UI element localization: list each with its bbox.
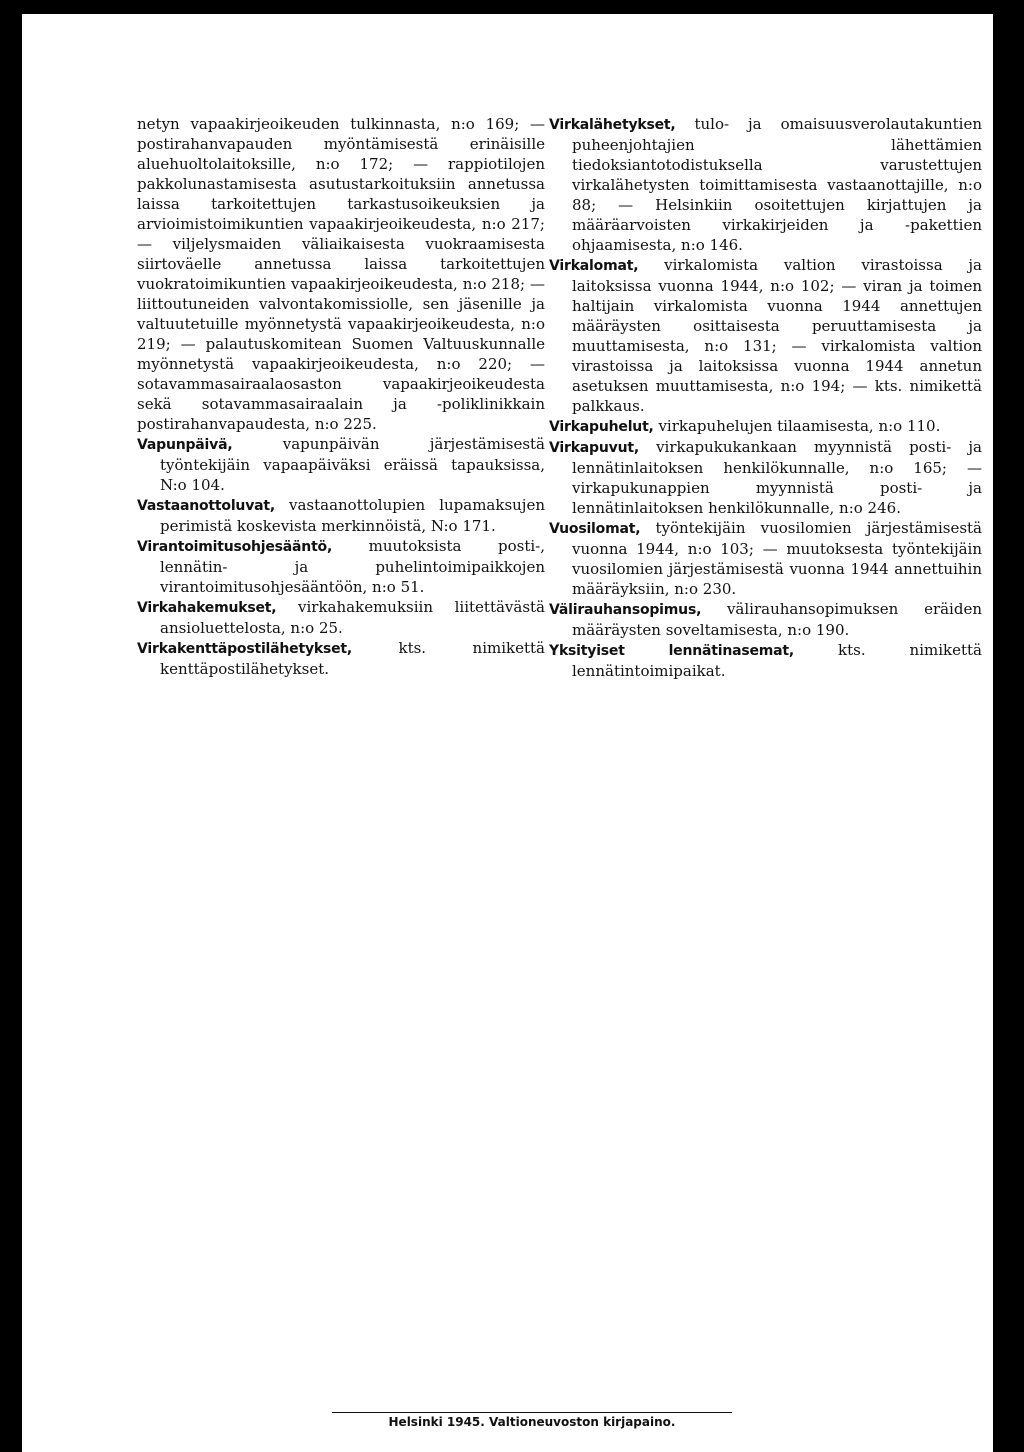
index-entry-valirauhansopimus [549, 599, 982, 640]
entry-term: Virkalähetykset, [549, 117, 676, 133]
entry-text: tulo- ja omaisuusverolautakuntien puheenjohtajien lähettämien tiedoksiantotodistuksella varustettujen virkalähetysten toimittamisesta vastaanottajille, n:o 88; — Helsinkiin osoitettujen kirjattujen ja määräarvoisten virkakirjeiden ja -pakettien ohjaamisesta, n:o 146. [572, 115, 982, 254]
entry-term: Vuosilomat, [549, 521, 641, 537]
entry-text: vastaanottolupien lupamaksujen perimistä koskevista merkinnöistä, N:o 171. [160, 496, 545, 535]
entry-text: kts. nimikettä kenttäpostilähetykset. [160, 639, 545, 678]
entry-term: Yksityiset lennätinasemat, [549, 643, 795, 659]
continued-entry: netyn vapaakirjeoikeuden tulkinnasta, n:o 169; — postirahanvapauden myöntämisestä erinäisille aluehuoltolaitoksille, n:o 172; — rappiotilojen pakkolunastamisesta asutustarkoituksiin annetussa laissa tarkoitettujen tarkastusoikeuksien ja arvioimistoimikuntien vapaakirjeoikeudesta, n:o 217; — viljelysmaiden väliaikaisesta vuokraamisesta siirtoväelle annetussa laissa tarkoitettujen vuokratoimikuntien vapaakirjeoikeudesta, n:o 218; — liittoutuneiden valvontakomissiolle, sen jäsenille ja valtuutetuille myönnetystä vapaakirjeoikeudesta, n:o 219; — palautuskomitean Suomen Valtuuskunnalle myönnetystä vapaakirjeoikeudesta, n:o 220; — sotavammasairaalaosaston vapaakirjeoikeudesta sekä sotavammasairaalain ja -poliklinikkain postirahanvapaudesta, n:o 225. [137, 115, 545, 433]
entry-term: Virkapuhelut, [549, 419, 654, 435]
index-entry-virkakenttapostilahetykset [137, 638, 545, 679]
left-column [137, 114, 545, 679]
index-entry-virkalomat [549, 255, 982, 416]
entry-term: Vastaanottoluvat, [137, 498, 275, 514]
entry-text: virkalomista valtion virastoissa ja laitoksissa vuonna 1944, n:o 102; — viran ja toimen haltijain virkalomista vuonna 1944 annettujen määräysten osittaisesta peruuttamisesta ja muuttamisesta, n:o 131; — virkalomista valtion virastoissa ja laitoksissa vuonna 1944 annetun asetuksen muuttamisesta, n:o 194; — kts. nimikettä palkkaus. [572, 256, 982, 415]
entry-text: virkapukukankaan myynnistä posti- ja lennätinlaitoksen henkilökunnalle, n:o 165; — virkapukunappien myynnistä posti- ja lennätinlaitoksen henkilökunnalle, n:o 246. [572, 438, 982, 517]
index-entry-virkahakemukset [137, 597, 545, 638]
entry-text: virkahakemuksiin liitettävästä ansioluettelosta, n:o 25. [160, 598, 545, 637]
entry-term: Virkalomat, [549, 258, 639, 274]
index-entry-virantoimitusohjesaanto [137, 536, 545, 597]
index-entry-vapunpaiva [137, 434, 545, 495]
entry-text: vapunpäivän järjestämisestä työntekijäin vapaapäiväksi eräissä tapauksissa, N:o 104. [160, 435, 545, 494]
index-entry-vuosilomat [549, 518, 982, 599]
entry-term: Virantoimitusohjesääntö, [137, 539, 333, 555]
index-entry-yksityiset-lennatinasemat [549, 640, 982, 681]
entry-term: Välirauhansopimus, [549, 602, 702, 618]
printer-imprint: Helsinki 1945. Valtioneuvoston kirjapaino. [332, 1412, 732, 1429]
right-column [549, 114, 982, 681]
index-entry-virkapuhelut [549, 416, 982, 437]
entry-text: virkapuhelujen tilaamisesta, n:o 110. [653, 417, 941, 435]
entry-term: Vapunpäivä, [137, 437, 233, 453]
entry-text: työntekijäin vuosilomien järjestämisestä vuonna 1944, n:o 103; — muutoksesta työntekijäin vuosilomien järjestämisestä vuonna 1944 annettuihin määräyksiin, n:o 230. [572, 519, 982, 598]
index-entry-vastaanottoluvat [137, 495, 545, 536]
entry-term: Virkakenttäpostilähetykset, [137, 641, 353, 657]
entry-term: Virkahakemukset, [137, 600, 277, 616]
entry-term: Virkapuvut, [549, 440, 639, 456]
index-entry-virkapuvut [549, 437, 982, 518]
entry-text: välirauhansopimuksen eräiden määräysten soveltamisesta, n:o 190. [572, 600, 982, 639]
entry-text: kts. nimikettä lennätintoimipaikat. [572, 641, 982, 680]
document-page [22, 14, 993, 1452]
index-entry-virkalahetykset [549, 114, 982, 255]
entry-text: muutoksista posti-, lennätin- ja puhelintoimipaikkojen virantoimitusohjesääntöön, n:o 51. [160, 537, 545, 596]
